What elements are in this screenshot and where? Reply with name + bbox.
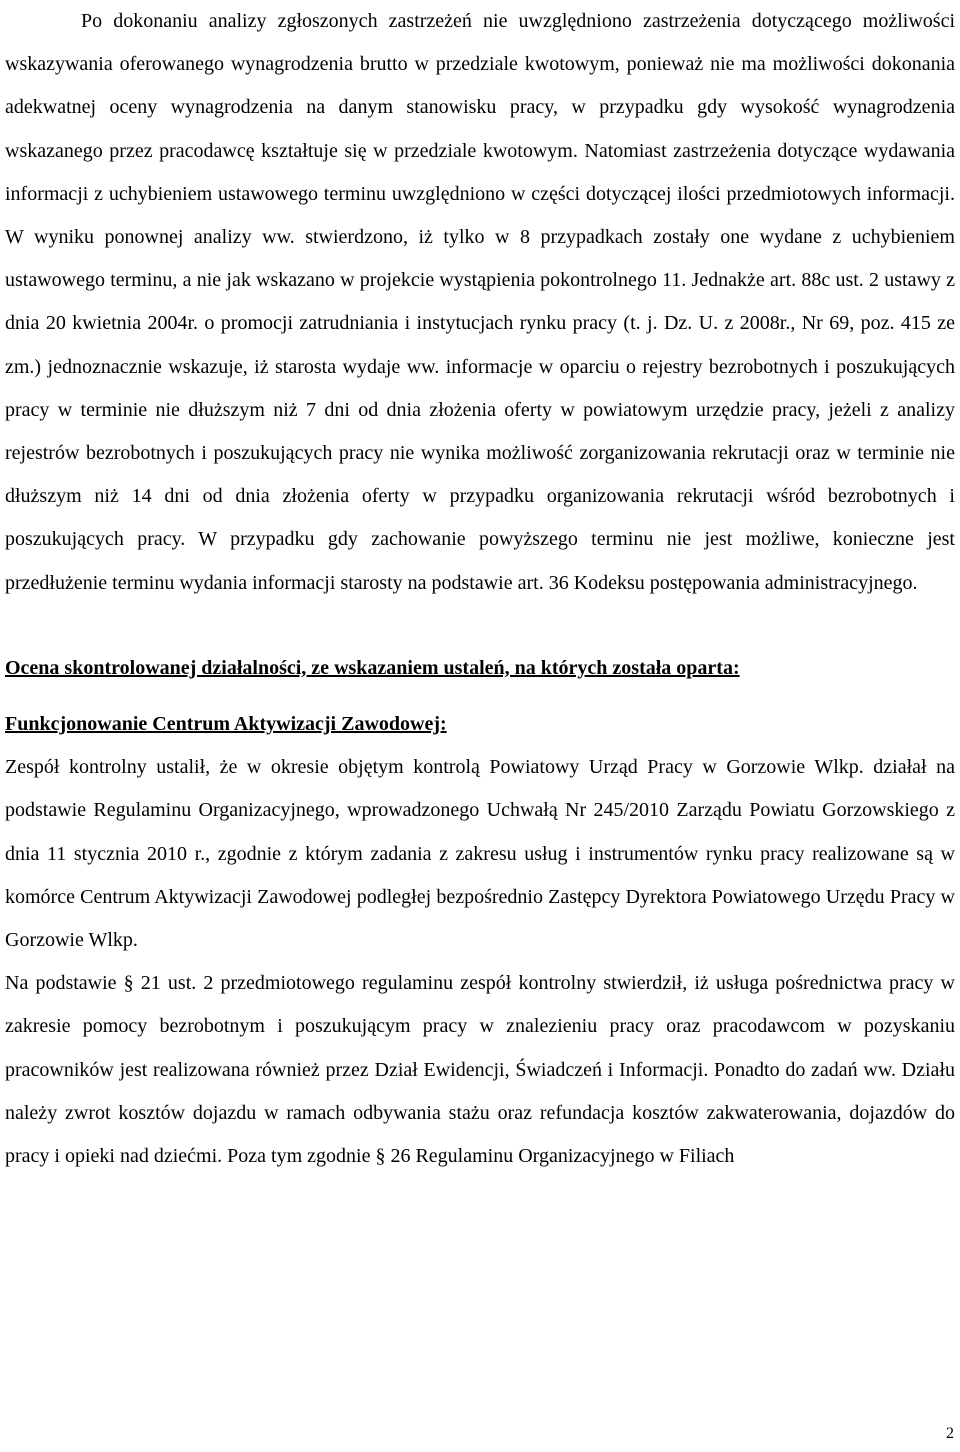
paragraph-regulation: Zespół kontrolny ustalił, że w okresie objętym kontrolą Powiatowy Urząd Pracy w Gorzowie Wlkp. działał na podstawie Regulaminu Organizacyjnego, wprowadzonego Uchwałą Nr 245/2010 Zarządu Powiatu Gorzowskiego z dnia 11 stycznia 2010 r., zgodnie z którym zadania z zakresu usług i instrumentów rynku pracy realizowane są w komórce Centrum Aktywizacji Zawodowej podległej bezpośrednio Zastępcy Dyrektora Powiatowego Urzędu Pracy w Gorzowie Wlkp. xyxy=(5,756,955,952)
paragraph-findings: Na podstawie § 21 ust. 2 przedmiotowego regulaminu zespół kontrolny stwierdził, iż usługa pośrednictwa pracy w zakresie pomocy bezrobotnym i poszukującym pracy w znalezieniu pracy oraz pracodawcom w pozyskaniu pracowników jest realizowana również przez Dział Ewidencji, Świadczeń i Informacji. Ponadto do zadań ww. Działu należy zwrot kosztów dojazdu w ramach odbywania stażu oraz refundacja kosztów zakwaterowania, dojazdów do pracy i opieki nad dziećmi. Poza tym zgodnie § 26 Regulaminu Organizacyjnego w Filiach xyxy=(5,972,955,1168)
document-page xyxy=(5,0,955,1178)
section-heading: Ocena skontrolowanej działalności, ze wskazaniem ustaleń, na których została oparta: xyxy=(5,656,740,679)
page-number: 2 xyxy=(946,1425,954,1442)
paragraph-objections: Po dokonaniu analizy zgłoszonych zastrzeżeń nie uwzględniono zastrzeżenia dotyczącego możliwości wskazywania oferowanego wynagrodzenia brutto w przedziale kwotowym, ponieważ nie ma możliwości dokonania adekwatnej oceny wynagrodzenia na danym stanowisku pracy, w przypadku gdy wysokość wynagrodzenia wskazanego przez pracodawcę kształtuje się w przedziale kwotowym. Natomiast zastrzeżenia dotyczące wydawania informacji z uchybieniem ustawowego terminu uwzględniono w części dotyczącej ilości przedmiotowych informacji. W wyniku ponownej analizy ww. stwierdzono, iż tylko w 8 przypadkach zostały one wydane z uchybieniem ustawowego terminu, a nie jak wskazano w projekcie wystąpienia pokontrolnego 11. Jednakże art. 88c ust. 2 ustawy z dnia 20 kwietnia 2004r. o promocji zatrudniania i instytucjach rynku pracy (t. j. Dz. U. z 2008r., Nr 69, poz. 415 ze zm.) jednoznacznie wskazuje, iż starosta wydaje ww. informacje w oparciu o rejestry bezrobotnych i poszukujących pracy w terminie nie dłuższym niż 7 dni od dnia złożenia oferty w powiatowym urzędzie pracy, jeżeli z analizy rejestrów bezrobotnych i poszukujących pracy nie wynika możliwość zorganizowania rekrutacji oraz w terminie nie dłuższym niż 14 dni od dnia złożenia oferty w przypadku organizowania rekrutacji wśród bezrobotnych i poszukujących pracy. W przypadku gdy zachowanie powyższego terminu nie jest możliwe, konieczne jest przedłużenie terminu wydania informacji starosty na podstawie art. 36 Kodeksu postępowania administracyjnego. xyxy=(5,10,955,594)
subsection-heading: Funkcjonowanie Centrum Aktywizacji Zawodowej: xyxy=(5,713,447,736)
